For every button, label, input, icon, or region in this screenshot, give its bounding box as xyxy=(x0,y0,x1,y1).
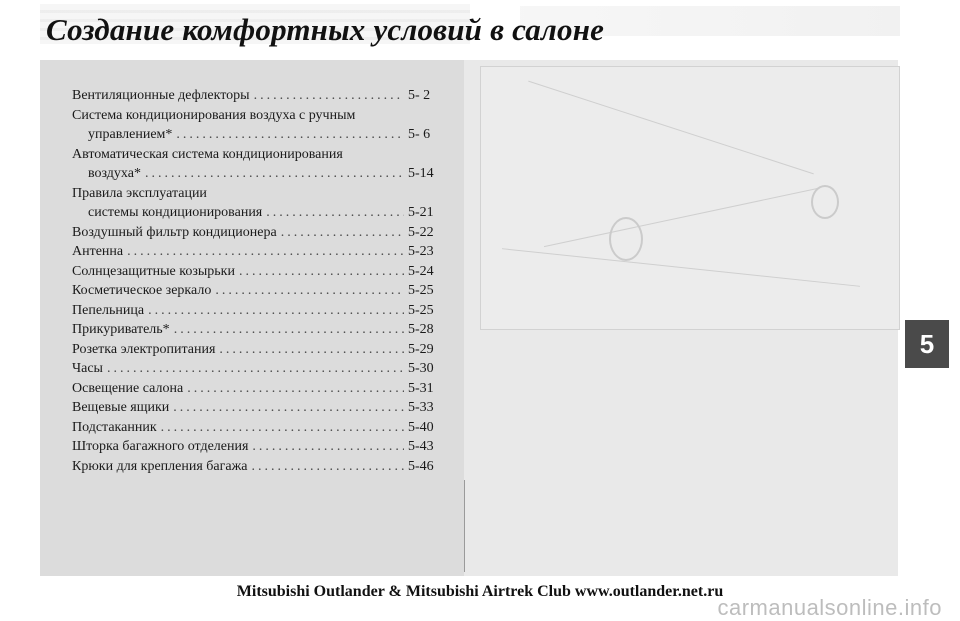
toc-entry xyxy=(72,145,448,165)
toc-entry xyxy=(72,359,448,379)
toc-dot-leader xyxy=(127,242,404,262)
toc-entry-title: Система кондиционирования воздуха с ручным xyxy=(72,107,356,123)
toc-entry xyxy=(72,379,448,399)
toc-entry-title: Вещевые ящики xyxy=(72,400,170,415)
toc-dot-leader xyxy=(148,301,404,321)
toc-entry xyxy=(72,262,448,282)
toc-entry xyxy=(72,86,448,106)
column-divider xyxy=(464,480,465,572)
toc-entry-title: Подстаканник xyxy=(72,419,157,435)
toc-entry-title: Правила эксплуатации xyxy=(72,185,207,201)
toc-entry-page: 5-14 xyxy=(408,166,434,181)
toc-entry-page: 5-24 xyxy=(408,263,434,279)
toc-entry-page: 5-40 xyxy=(408,419,434,435)
toc-entry-page: 5-25 xyxy=(408,283,434,298)
toc-entry-page: 5-46 xyxy=(408,458,434,474)
toc-entry-page: 5-23 xyxy=(408,244,434,259)
toc-dot-leader xyxy=(252,437,404,457)
toc-entry xyxy=(72,164,448,184)
toc-dot-leader xyxy=(215,281,404,301)
toc-entry-title: Автоматическая система кондиционирования xyxy=(72,146,343,162)
toc-dot-leader xyxy=(176,125,404,145)
toc-entry-title: Косметическое зеркало xyxy=(72,283,212,298)
toc-dot-leader xyxy=(254,86,404,106)
toc-dot-leader xyxy=(161,418,404,438)
toc-entry-title: управлением* xyxy=(88,127,173,142)
toc-dot-leader xyxy=(266,203,404,223)
toc-entry-page: 5-22 xyxy=(408,224,434,240)
toc-entry xyxy=(72,398,448,418)
toc-entry-title: Освещение салона xyxy=(72,380,184,396)
toc-entry xyxy=(72,301,448,321)
toc-entry-page: 5-30 xyxy=(408,361,434,376)
toc-dot-leader xyxy=(251,457,404,477)
toc-entry-title: Шторка багажного отделения xyxy=(72,439,249,454)
toc-dot-leader xyxy=(281,223,404,243)
ghost-circle xyxy=(811,185,839,219)
ghost-line xyxy=(528,81,814,175)
toc-entry-title: Антенна xyxy=(72,244,124,259)
table-of-contents xyxy=(72,86,448,476)
watermark: carmanualsonline.info xyxy=(717,595,942,620)
footer-club-text: Mitsubishi Outlander & Mitsubishi Airtrek Club www.outlander.net.ru xyxy=(236,583,724,600)
toc-entry-page: 5-25 xyxy=(408,302,434,318)
toc-dot-leader xyxy=(239,262,404,282)
toc-entry xyxy=(72,106,448,126)
toc-entry-page: 5-28 xyxy=(408,322,434,337)
page-title: Создание комфортных условий в салоне xyxy=(46,12,605,47)
toc-dot-leader xyxy=(107,359,404,379)
toc-dot-leader xyxy=(174,320,404,340)
ghost-line xyxy=(502,248,860,287)
toc-entry-page: 5- 2 xyxy=(408,88,431,103)
bleed-through-illustration xyxy=(480,66,900,330)
toc-dot-leader xyxy=(145,164,404,184)
toc-entry xyxy=(72,223,448,243)
toc-entry-page: 5- 6 xyxy=(408,127,431,142)
toc-entry xyxy=(72,320,448,340)
toc-entry-page: 5-21 xyxy=(408,205,434,220)
toc-entry-page: 5-31 xyxy=(408,380,434,396)
toc-dot-leader xyxy=(219,340,404,360)
toc-entry xyxy=(72,437,448,457)
toc-entry-title: Крюки для крепления багажа xyxy=(72,458,248,474)
toc-entry xyxy=(72,457,448,477)
toc-entry-title: Часы xyxy=(72,361,103,376)
toc-entry-title: воздуха* xyxy=(88,166,141,181)
ghost-circle xyxy=(609,217,643,261)
toc-entry-page: 5-33 xyxy=(408,400,434,415)
chapter-tab: 5 xyxy=(905,320,949,368)
toc-entry-title: системы кондиционирования xyxy=(88,205,263,220)
toc-entry-title: Прикуриватель* xyxy=(72,322,170,337)
toc-entry xyxy=(72,203,448,223)
toc-entry-title: Розетка электропитания xyxy=(72,341,216,357)
toc-entry-title: Воздушный фильтр кондиционера xyxy=(72,224,277,240)
toc-entry-page: 5-43 xyxy=(408,439,434,454)
toc-entry-page: 5-29 xyxy=(408,341,434,357)
toc-entry xyxy=(72,281,448,301)
toc-entry xyxy=(72,340,448,360)
ghost-line xyxy=(544,188,818,247)
toc-entry xyxy=(72,125,448,145)
toc-entry xyxy=(72,184,448,204)
toc-dot-leader xyxy=(173,398,404,418)
toc-entry xyxy=(72,418,448,438)
toc-entry-title: Пепельница xyxy=(72,302,145,318)
toc-entry-title: Солнцезащитные козырьки xyxy=(72,263,235,279)
toc-dot-leader xyxy=(187,379,404,399)
toc-entry-title: Вентиляционные дефлекторы xyxy=(72,88,250,103)
toc-entry xyxy=(72,242,448,262)
